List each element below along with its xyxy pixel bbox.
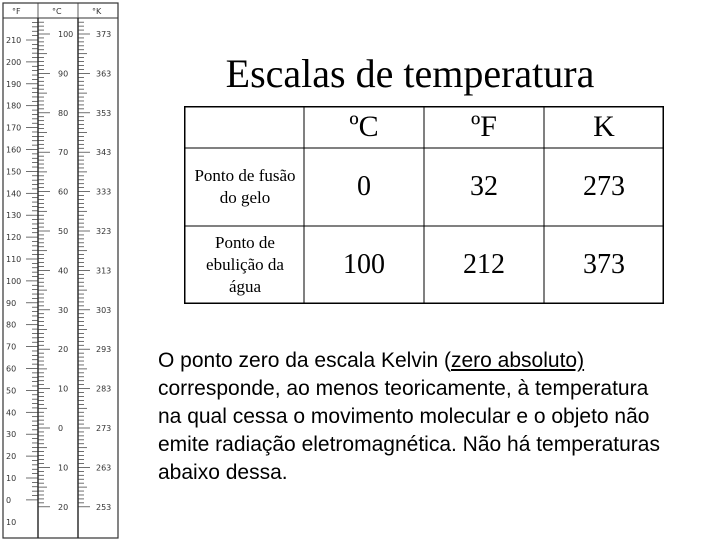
celsius-label: 80 <box>58 108 69 118</box>
kelvin-label: 253 <box>96 502 112 512</box>
fahrenheit-label: 150 <box>6 167 22 177</box>
header-kelvin: K <box>593 110 615 143</box>
fahrenheit-label: 110 <box>6 255 22 264</box>
kelvin-label: 333 <box>96 187 112 197</box>
celsius-label: 70 <box>58 148 69 158</box>
fahrenheit-label: 170 <box>6 123 22 133</box>
slide-title: Escalas de temperatura <box>225 51 595 96</box>
kelvin-label: 283 <box>96 384 112 394</box>
fahrenheit-label: 10 <box>6 474 17 483</box>
kelvin-label: 313 <box>96 266 112 276</box>
header-fahrenheit: ºF <box>471 110 497 143</box>
boiling-kelvin: 373 <box>583 249 625 280</box>
fahrenheit-label: 140 <box>6 189 22 199</box>
thermo-header-f: °F <box>12 7 21 16</box>
celsius-label: 50 <box>58 227 69 236</box>
fahrenheit-label: 0 <box>6 495 12 505</box>
celsius-label: 100 <box>58 30 74 39</box>
kelvin-label: 373 <box>96 30 112 39</box>
boiling-fahrenheit: 212 <box>463 249 505 280</box>
temperature-table <box>184 106 664 304</box>
fahrenheit-label: 60 <box>6 364 17 374</box>
para-before: O ponto zero da escala Kelvin ( <box>158 349 451 372</box>
fahrenheit-label: 200 <box>6 57 22 67</box>
celsius-label: 10 <box>58 463 69 473</box>
fahrenheit-label: 130 <box>6 211 22 221</box>
kelvin-label: 363 <box>96 69 112 79</box>
kelvin-label: 293 <box>96 345 112 355</box>
fahrenheit-label: 50 <box>6 386 17 396</box>
row-label-boiling: Ponto de ebulição da água <box>206 233 284 296</box>
kelvin-label: 353 <box>96 108 112 118</box>
celsius-label: 60 <box>58 187 69 197</box>
celsius-label: 40 <box>58 266 69 276</box>
fahrenheit-label: 160 <box>6 145 22 155</box>
fahrenheit-label: 10 <box>6 517 17 527</box>
fahrenheit-label: 120 <box>6 233 22 243</box>
kelvin-label: 303 <box>96 305 112 315</box>
kelvin-label: 343 <box>96 148 112 158</box>
celsius-label: 20 <box>58 345 69 355</box>
melting-kelvin: 273 <box>583 171 625 202</box>
kelvin-label: 323 <box>96 227 112 236</box>
celsius-label: 0 <box>58 424 64 433</box>
melting-fahrenheit: 32 <box>470 171 498 202</box>
fahrenheit-label: 180 <box>6 101 22 111</box>
kelvin-label: 273 <box>96 424 112 433</box>
fahrenheit-label: 30 <box>6 430 17 440</box>
fahrenheit-label: 70 <box>6 342 17 352</box>
celsius-label: 10 <box>58 384 69 394</box>
fahrenheit-label: 90 <box>6 298 17 308</box>
header-celsius: ºC <box>349 110 379 143</box>
thermo-header-c: °C <box>52 7 62 16</box>
para-after: corresponde, ao menos teoricamente, à temperatura na qual cessa o movimento molecular e o objeto não emite radiação eletromagnética. Não há temperaturas abaixo dessa. <box>158 377 660 484</box>
kelvin-label: 263 <box>96 463 112 473</box>
celsius-label: 20 <box>58 502 69 512</box>
fahrenheit-label: 190 <box>6 79 22 89</box>
kelvin-explanation <box>158 347 668 487</box>
celsius-label: 30 <box>58 305 69 315</box>
melting-celsius: 0 <box>357 171 371 202</box>
row-label-melting: Ponto de fusão do gelo <box>194 166 296 207</box>
para-underlined: zero absoluto) <box>451 349 585 372</box>
thermometer-scale-image <box>0 0 120 540</box>
fahrenheit-label: 40 <box>6 408 17 418</box>
fahrenheit-label: 80 <box>6 320 17 330</box>
fahrenheit-label: 20 <box>6 452 17 462</box>
boiling-celsius: 100 <box>343 249 385 280</box>
celsius-label: 90 <box>58 69 69 79</box>
fahrenheit-label: 210 <box>6 36 22 45</box>
thermo-header-k: °K <box>92 7 102 16</box>
fahrenheit-label: 100 <box>6 276 22 286</box>
